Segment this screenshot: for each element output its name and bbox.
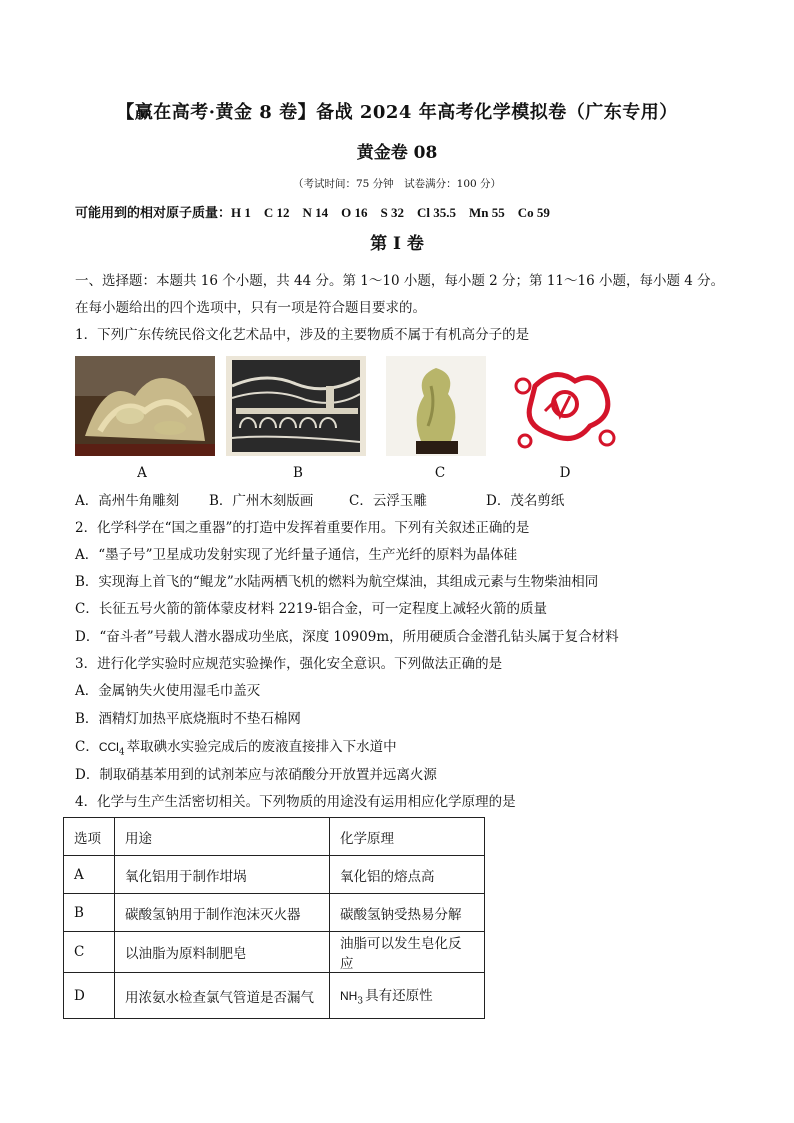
q2-option-c: C．长征五号火箭的箭体蒙皮材料 2219-铝合金，可一定程度上减轻火箭的质量 xyxy=(75,601,548,617)
table-row xyxy=(64,856,485,894)
q3-option-c-formula-sub: 4 xyxy=(118,747,125,758)
table-cell: 以油脂为原料制肥皂 xyxy=(115,932,330,973)
q1-option-b: B．广州木刻版画 xyxy=(209,493,314,509)
q2-option-b: B．实现海上首飞的“鲲龙”水陆两栖飞机的燃料为航空煤油，其组成元素与生物柴油相同 xyxy=(75,574,599,590)
table-row xyxy=(64,932,485,973)
q1-stem: 1．下列广东传统民俗文化艺术品中，涉及的主要物质不属于有机高分子的是 xyxy=(75,327,530,343)
q3-option-c-prefix: C． xyxy=(75,739,99,755)
q3-option-c-text: 萃取碘水实验完成后的废液直接排入下水道中 xyxy=(126,739,397,755)
table-cell: 用浓氨水检查氯气管道是否漏气 xyxy=(115,973,330,1019)
table-cell: C xyxy=(64,932,115,973)
table-cell: 氧化铝的熔点高 xyxy=(330,856,485,894)
section-title: 第 I 卷 xyxy=(370,234,424,254)
table-cell: D xyxy=(64,973,115,1019)
image-label-a: A xyxy=(137,465,147,481)
image-label-c: C xyxy=(434,465,446,481)
table-cell-text: 具有还原性 xyxy=(365,988,433,1005)
q3-option-a: A．金属钠失火使用湿毛巾盖灭 xyxy=(75,683,261,699)
q2-stem: 2．化学科学在“国之重器”的打造中发挥着重要作用。下列有关叙述正确的是 xyxy=(75,520,530,536)
page-title: 【赢在高考·黄金 8 卷】备战 2024 年高考化学模拟卷（广东专用） xyxy=(116,102,678,123)
q4-table xyxy=(63,817,485,1019)
nh3-formula: NH xyxy=(340,989,358,1004)
atomic-masses: 可能用到的相对原子质量：H 1 C 12 N 14 O 16 S 32 Cl 35.5 Mn 55 Co 59 xyxy=(75,205,550,220)
table-header-cell: 化学原理 xyxy=(330,818,485,856)
page-subtitle: 黄金卷 08 xyxy=(356,143,438,163)
table-cell: 氧化铝用于制作坩埚 xyxy=(115,856,330,894)
q3-option-d: D．制取硝基苯用到的试剂苯应与浓硝酸分开放置并远离火源 xyxy=(75,767,437,783)
exam-info: （考试时间：75 分钟 试卷满分：100 分） xyxy=(292,178,502,190)
table-cell: 油脂可以发生皂化反应 xyxy=(330,932,485,973)
table-cell: B xyxy=(64,894,115,932)
table-header-cell: 选项 xyxy=(64,818,115,856)
table-cell: 碳酸氢钠用于制作泡沫灭火器 xyxy=(115,894,330,932)
q3-option-b: B．酒精灯加热平底烧瓶时不垫石棉网 xyxy=(75,711,301,727)
q4-stem: 4．化学与生产生活密切相关。下列物质的用途没有运用相应化学原理的是 xyxy=(75,794,516,810)
image-label-b: B xyxy=(293,465,303,481)
nh3-formula-sub: 3 xyxy=(357,996,364,1007)
table-cell xyxy=(330,973,485,1019)
q3-option-c xyxy=(75,735,397,758)
table-header-row xyxy=(64,818,485,856)
table-header-cell: 用途 xyxy=(115,818,330,856)
jade-carving-image xyxy=(386,356,486,456)
image-label-d: D xyxy=(559,465,571,481)
table-row xyxy=(64,894,485,932)
paper-cutting-image xyxy=(505,356,623,456)
table-cell: 碳酸氢钠受热易分解 xyxy=(330,894,485,932)
q1-option-c: C．云浮玉雕 xyxy=(349,493,427,509)
q1-option-d: D．茂名剪纸 xyxy=(486,493,565,509)
q3-option-c-formula: CCl xyxy=(98,740,119,754)
q1-option-a: A．高州牛角雕刻 xyxy=(75,493,180,509)
q2-option-d: D．“奋斗者”号载人潜水器成功坐底，深度 10909m，所用硬质合金潜孔钻头属于复合材料 xyxy=(75,629,619,645)
q3-stem: 3．进行化学实验时应规范实验操作，强化安全意识。下列做法正确的是 xyxy=(75,656,503,672)
horn-carving-image xyxy=(75,356,215,456)
table-row xyxy=(64,973,485,1019)
table-cell: A xyxy=(64,856,115,894)
q2-option-a: A．“墨子号”卫星成功发射实现了光纤量子通信，生产光纤的原料为晶体硅 xyxy=(75,547,518,563)
instructions: 一、选择题：本题共 16 个小题，共 44 分。第 1～10 小题，每小题 2 分；第 11～16 小题，每小题 4 分。在每小题给出的四个选项中，只有一项是符合题目要求的。 xyxy=(75,273,725,316)
woodcut-print-image xyxy=(226,356,366,456)
